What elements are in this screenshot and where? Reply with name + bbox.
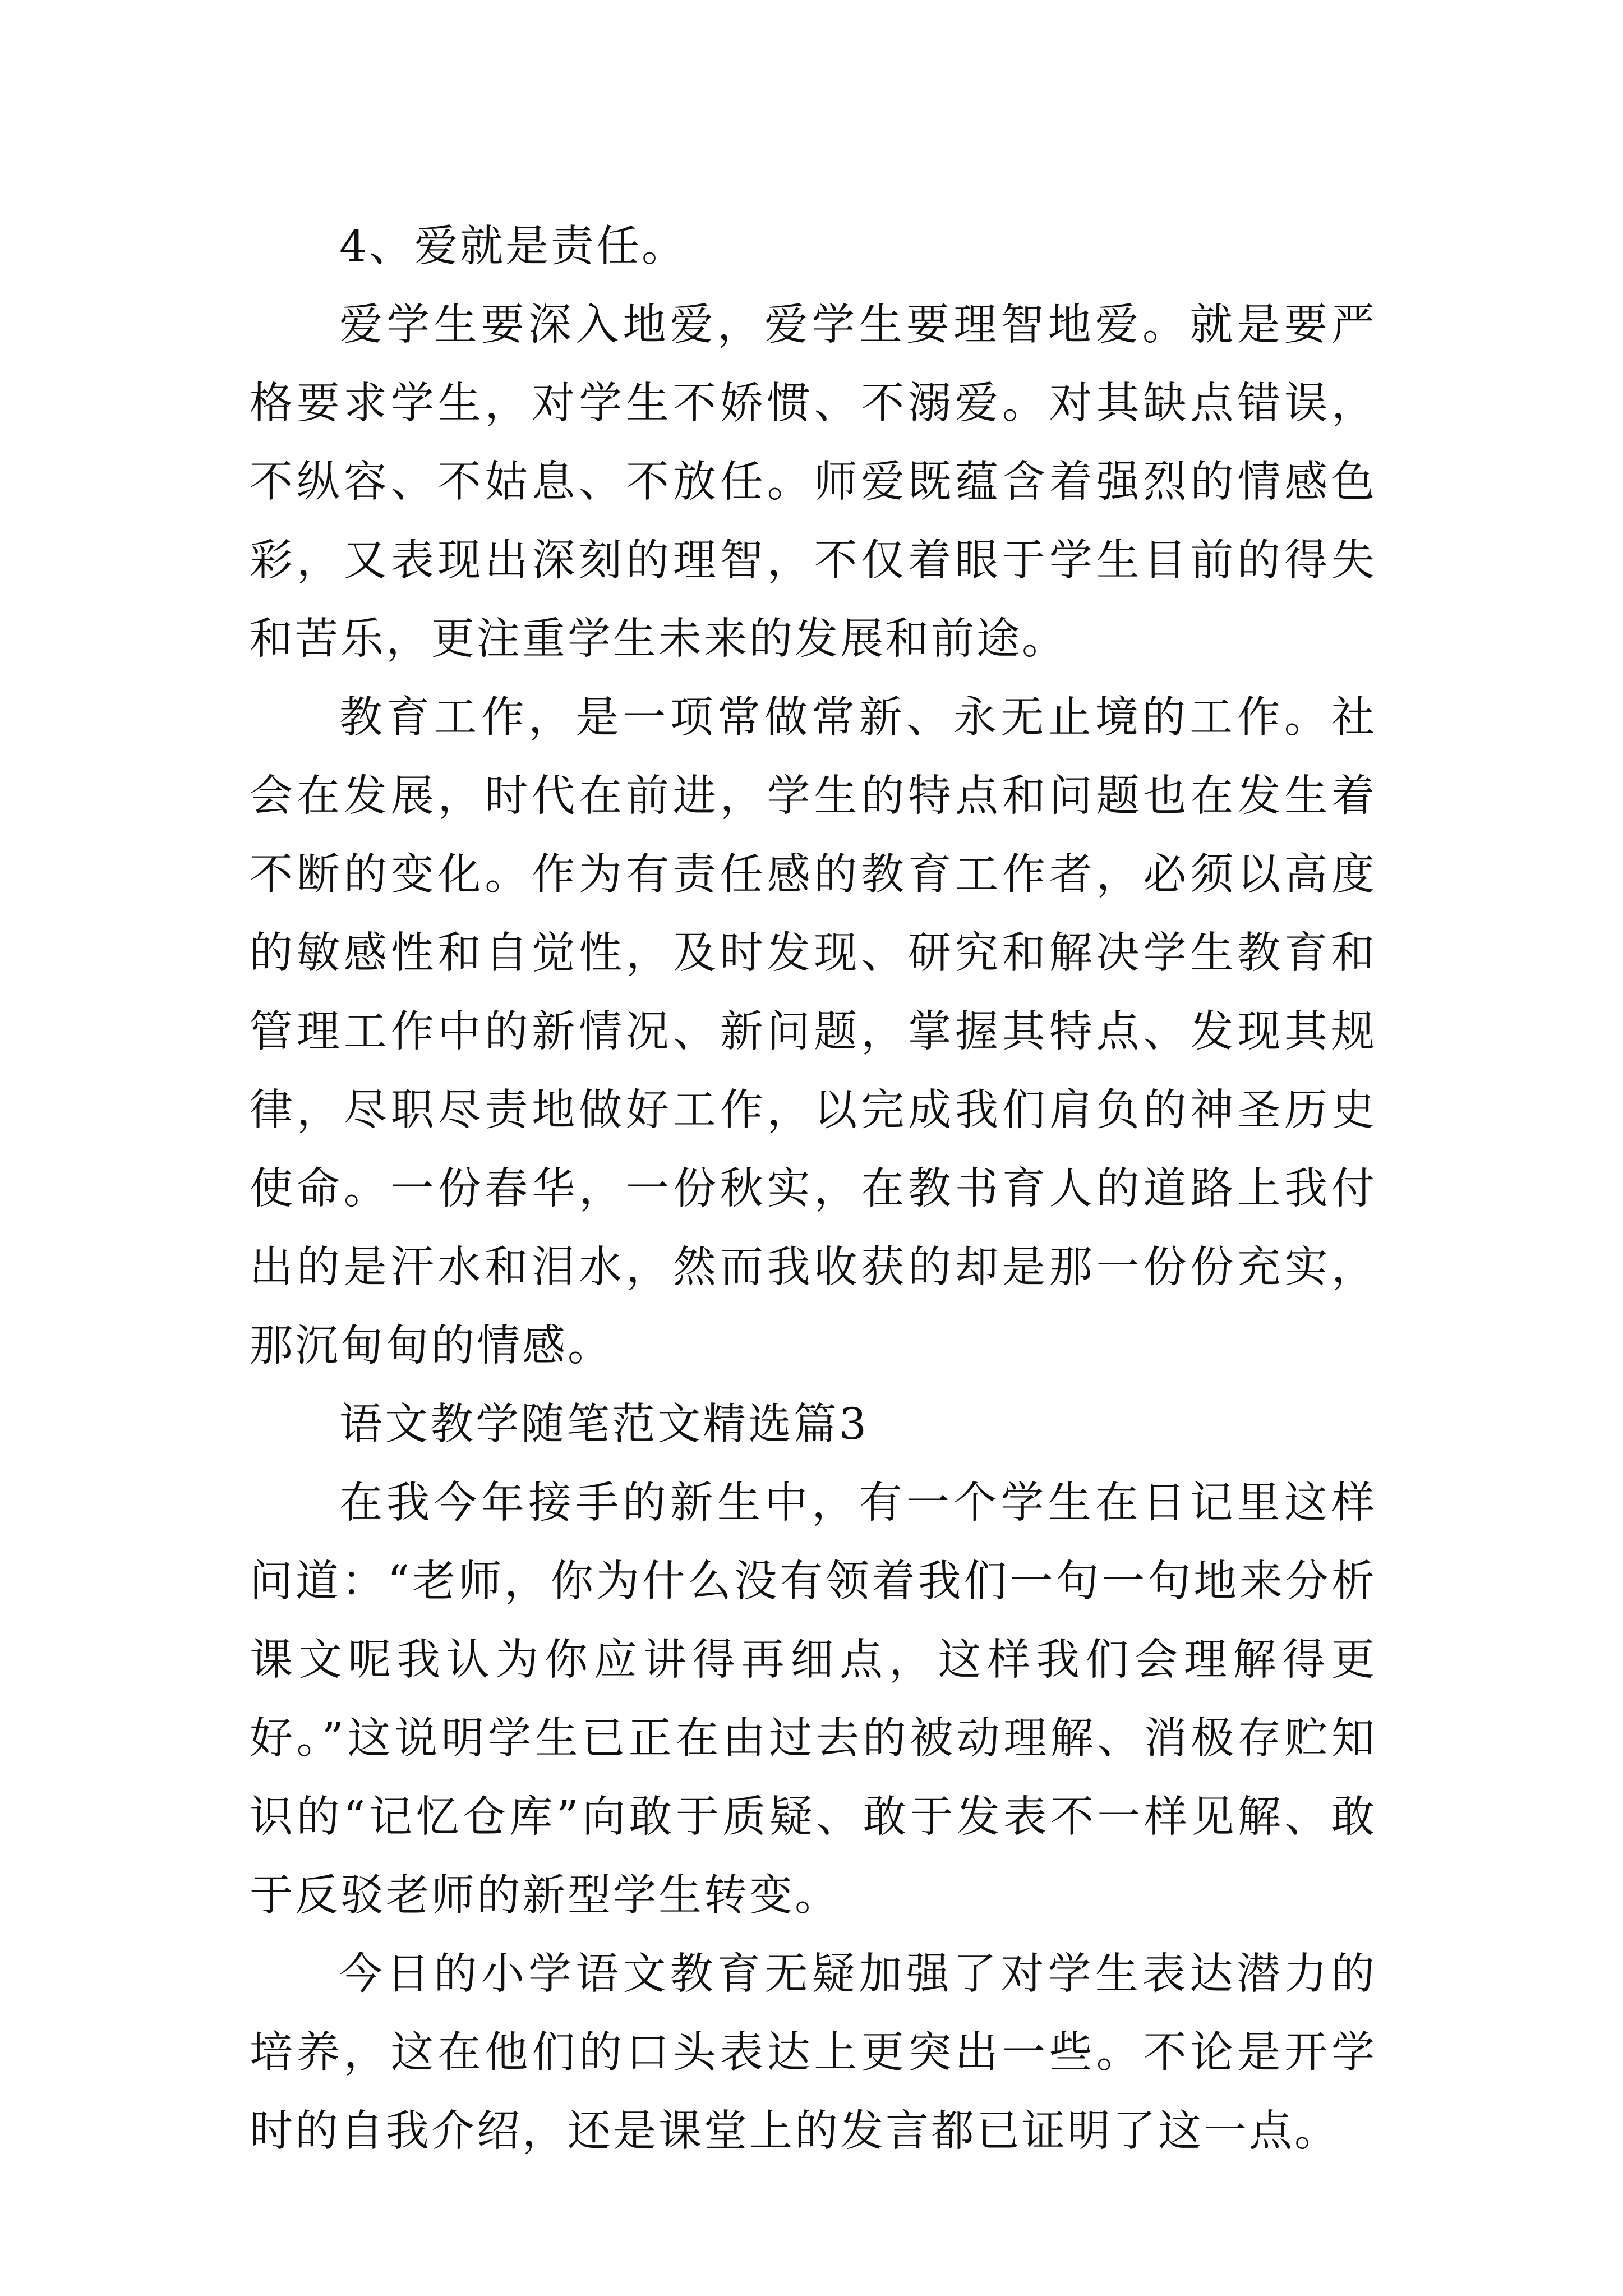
section-heading-love-responsibility: 4、爱就是责任。 bbox=[339, 222, 687, 272]
paragraph-love-students: 爱学生要深入地爱，爱学生要理智地爱。就是要严格要求学生，对学生不娇惯、不溺爱。对其缺点错误，不纵容、不姑息、不放任。师爱既蕴含着强烈的情感色彩，又表现出深刻的理智，不仅着眼于学生目前的得失和苦乐，更注重学生未来的发展和前途。 bbox=[250, 300, 1377, 664]
section-heading-essay-3: 语文教学随笔范文精选篇3 bbox=[339, 1400, 869, 1450]
paragraph-expression-ability: 今日的小学语文教育无疑加强了对学生表达潜力的培养，这在他们的口头表达上更突出一些。不论是开学时的自我介绍，还是课堂上的发言都已证明了这一点。 bbox=[250, 1949, 1377, 2156]
paragraph-student-diary: 在我今年接手的新生中，有一个学生在日记里这样问道：“老师，你为什么没有领着我们一句一句地来分析课文呢我认为你应讲得再细点，这样我们会理解得更好。”这说明学生已正在由过去的被动理解、消极存贮知识的“记忆仓库”向敢于质疑、敢于发表不一样见解、敢于反驳老师的新型学生转变。 bbox=[250, 1478, 1377, 1921]
document-body bbox=[250, 208, 1377, 2171]
paragraph-education-work: 教育工作，是一项常做常新、永无止境的工作。社会在发展，时代在前进，学生的特点和问题也在发生着不断的变化。作为有责任感的教育工作者，必须以高度的敏感性和自觉性，及时发现、研究和解决学生教育和管理工作中的新情况、新问题，掌握其特点、发现其规律，尽职尽责地做好工作，以完成我们肩负的神圣历史使命。一份春华，一份秋实，在教书育人的道路上我付出的是汗水和泪水，然而我收获的却是那一份份充实，那沉甸甸的情感。 bbox=[250, 693, 1377, 1371]
